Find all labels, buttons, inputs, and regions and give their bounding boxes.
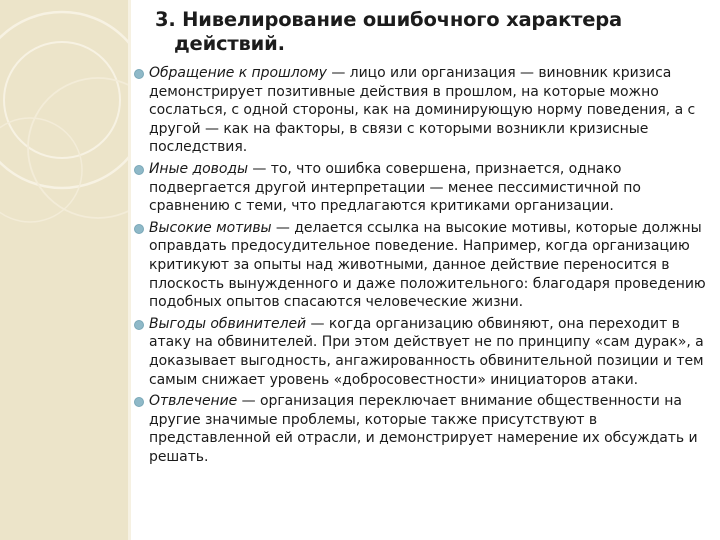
title-line-1: 3. Нивелирование ошибочного характера (155, 8, 623, 31)
item-term: Обращение к прошлому (149, 65, 327, 81)
bullet-icon (134, 165, 144, 175)
list-item (133, 392, 708, 466)
decorative-circles (0, 0, 128, 540)
item-text: — то, что ошибка совершена, признается, однако подвергается другой интерпретации — менее пессимистичной по сравнению с теми, что предлагаются критиками организации. (149, 160, 641, 215)
slide-title (151, 8, 691, 56)
bullet-icon (134, 320, 144, 330)
item-text: — лицо или организация — виновник кризиса демонстрирует позитивные действия в прошлом, на которые можно сослаться, с одной стороны, как на доминирующую норму поведения, а с другой — как на факторы, в связи с которыми возникли кризисные последствия. (149, 65, 696, 156)
decorative-side-band (0, 0, 128, 540)
item-term: Иные доводы (149, 160, 248, 177)
list-item (133, 64, 708, 157)
bullet-icon (134, 69, 144, 79)
item-text: — делается ссылка на высокие мотивы, которые должны оправдать предосудительное поведение. Например, когда организацию критикуют за опыты над животными, данное действие переносится в плоскость вынужденного и даже положительного: благодаря проведению подобных опытов спасаются человеческие жизни. (149, 219, 706, 311)
item-term: Отвлечение (149, 393, 238, 410)
list-item (133, 219, 708, 312)
title-line-2: действий. (174, 32, 285, 55)
item-term: Высокие мотивы (149, 219, 272, 236)
bullet-icon (134, 224, 144, 234)
side-band-edge (128, 0, 131, 540)
item-text: — когда организацию обвиняют, она переходит в атаку на обвинителей. При этом действует не по принципу «сам дурак», а доказывает выгодность, ангажированность обвинительной позиции и тем самым снижает уровень «добросовестности» инициаторов атаки. (149, 315, 704, 388)
bullet-list (133, 64, 708, 466)
list-item (133, 160, 708, 216)
item-term: Выгоды обвинителей (149, 315, 307, 332)
bullet-icon (134, 397, 144, 407)
list-item (133, 315, 708, 389)
item-text: — организация переключает внимание общественности на другие значимые проблемы, которые также присутствуют в представленной ей отрасли, и демонстрирует намерение их обсуждать и решать. (149, 393, 698, 465)
